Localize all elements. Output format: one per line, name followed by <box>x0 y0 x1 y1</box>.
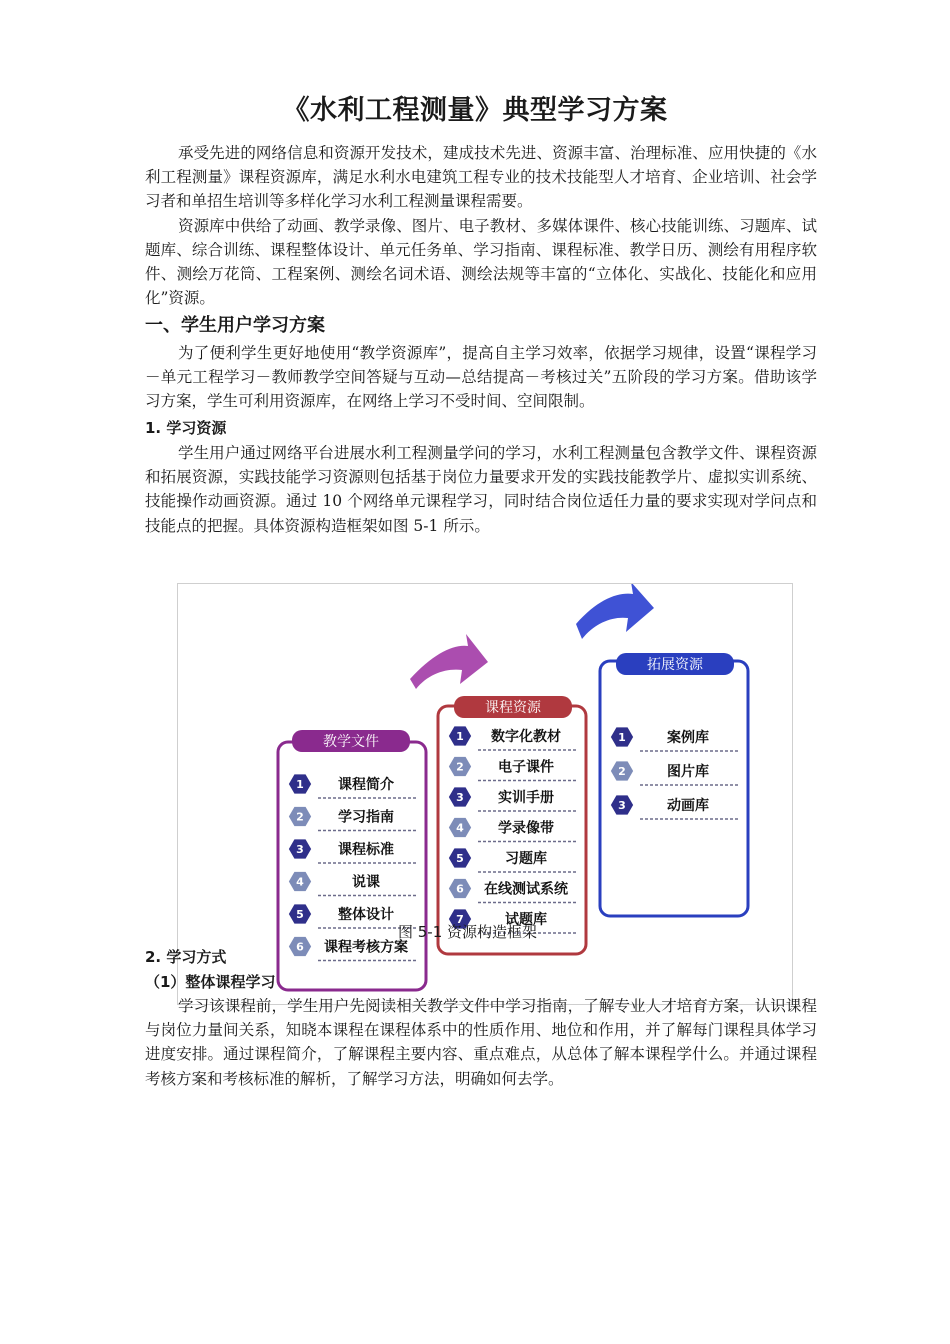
item-label: 学录像带 <box>498 820 554 837</box>
item-number: 5 <box>456 852 464 865</box>
item-number: 2 <box>618 765 626 778</box>
item-number: 3 <box>456 791 464 804</box>
item-label: 课程简介 <box>338 777 394 793</box>
blue-arrow-icon <box>576 584 654 639</box>
item-number: 6 <box>296 940 304 954</box>
item-number: 1 <box>296 778 304 791</box>
item-number: 6 <box>456 882 464 896</box>
subsection-2-heading: 2. 学习方式 <box>145 948 227 966</box>
item-number: 3 <box>296 843 304 856</box>
item-label: 试题库 <box>505 912 547 928</box>
item-number: 7 <box>456 913 464 926</box>
teaching-files-title: 教学文件 <box>323 734 379 750</box>
item-number: 3 <box>618 799 626 812</box>
section-1-heading: 一、学生用户学习方案 <box>145 315 325 336</box>
subsection-2-body <box>145 994 817 1091</box>
item-number: 2 <box>296 810 304 824</box>
section-1-intro <box>145 341 817 414</box>
figure-caption: 图 5-1 资源构造框架 <box>398 923 538 941</box>
intro-block <box>145 141 817 310</box>
course-resources-title: 课程资源 <box>485 700 541 716</box>
subsection-1-heading: 1. 学习资源 <box>145 419 227 437</box>
item-label: 案例库 <box>667 730 709 746</box>
item-label: 数字化教材 <box>491 729 561 745</box>
item-number: 1 <box>618 731 626 744</box>
item-number: 4 <box>296 875 304 889</box>
item-label: 电子课件 <box>498 759 554 776</box>
item-label: 图片库 <box>667 764 709 780</box>
item-label: 课程考核方案 <box>324 939 408 956</box>
page-title: 《水利工程测量》典型学习方案 <box>282 95 668 126</box>
item-label: 在线测试系统 <box>484 881 568 898</box>
item-number: 5 <box>296 908 304 921</box>
item-label: 动画库 <box>667 798 709 814</box>
subsection-2-paragraph: 学习该课程前，学生用户先阅读相关教学文件中学习指南，了解专业人才培育方案，认识课程与岗位力量间关系，知晓本课程在课程体系中的性质作用、地位和作用，并了解每门课程具体学习进度安排。通过课程简介，了解课程主要内容、重点难点，从总体了解本课程学什么。并通过课程考核方案和考核标准的解析，了解学习方法，明确如何去学。 <box>145 997 817 1088</box>
item-label: 课程标准 <box>338 842 394 858</box>
extended-resources-panel <box>600 661 748 916</box>
item-label: 说课 <box>352 874 380 891</box>
subsection-1-body <box>145 441 817 538</box>
item-number: 2 <box>456 760 464 774</box>
item-label: 实训手册 <box>498 790 554 806</box>
subsection-1-paragraph: 学生用户通过网络平台进展水利工程测量学问的学习，水利工程测量包含教学文件、课程资源和拓展资源，实践技能学习资源则包括基于岗位力量要求开发的实践技能教学片、虚拟实训系统、技能操作动画资源。通过 10 个网络单元课程学习，同时结合岗位适任力量的要求实现对学问点和技能点的把握。具体资源构造框架如图 5-1 所示。 <box>145 444 817 535</box>
intro-paragraph-1: 承受先进的网络信息和资源开发技术，建成技术先进、资源丰富、治理标准、应用快捷的《水利工程测量》课程资源库，满足水利水电建筑工程专业的技术技能型人才培育、企业培训、社会学习者和单招生培训等多样化学习水利工程测量课程需要。 <box>145 144 817 211</box>
intro-paragraph-2: 资源库中供给了动画、教学录像、图片、电子教材、多媒体课件、核心技能训练、习题库、试题库、综合训练、课程整体设计、单元任务单、学习指南、课程标准、教学日历、测绘有用程序软件、测绘万花筒、工程案例、测绘名词术语、测绘法规等丰富的“立体化、实战化、技能化和应用化”资源。 <box>145 216 817 308</box>
item-number: 4 <box>456 821 464 835</box>
item-label: 整体设计 <box>338 907 394 923</box>
extended-resources-title: 拓展资源 <box>647 657 703 673</box>
item-label: 学习指南 <box>338 809 394 826</box>
subsection-2-item-1-heading: （1）整体课程学习 <box>145 973 276 991</box>
section-1-paragraph: 为了便利学生更好地使用“教学资源库”，提高自主学习效率，依据学习规律，设置“课程学习－单元工程学习－教师教学空间答疑与互动—总结提高－考核过关”五阶段的学习方案。借助该学习方案，学生可利用资源库，在网络上学习不受时间、空间限制。 <box>145 344 817 411</box>
purple-arrow-icon <box>410 634 488 689</box>
item-label: 习题库 <box>505 851 547 867</box>
item-number: 1 <box>456 730 464 743</box>
